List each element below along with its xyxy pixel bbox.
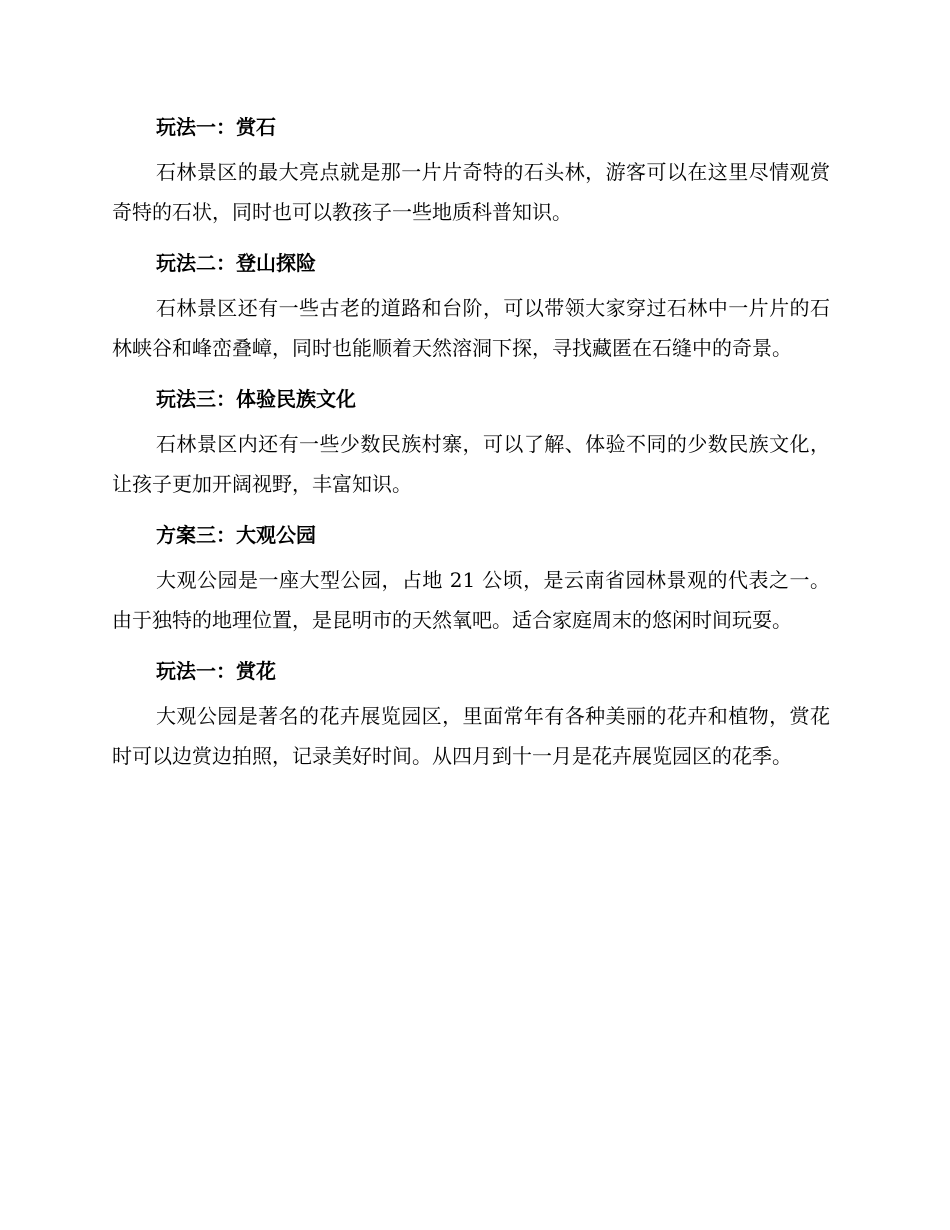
section-heading-1: 玩法一：赏石 [156, 115, 276, 139]
section-body-3: 石林景区内还有一些少数民族村寨，可以了解、体验不同的少数民族文化，让孩子更加开阔视野，丰富知识。 [112, 432, 830, 496]
document-page [112, 106, 830, 786]
section-body-2: 石林景区还有一些古老的道路和台阶，可以带领大家穿过石林中一片片的石林峡谷和峰峦叠嶂，同时也能顺着天然溶洞下探，寻找藏匿在石缝中的奇景。 [112, 296, 830, 360]
section-heading-5: 玩法一：赏花 [156, 659, 276, 683]
section-body-4: 大观公园是一座大型公园，占地 21 公顷，是云南省园林景观的代表之一。由于独特的地理位置，是昆明市的天然氧吧。适合家庭周末的悠闲时间玩耍。 [112, 568, 830, 632]
section-heading-2: 玩法二：登山探险 [156, 251, 316, 275]
section-body-1: 石林景区的最大亮点就是那一片片奇特的石头林，游客可以在这里尽情观赏奇特的石状，同时也可以教孩子一些地质科普知识。 [112, 160, 830, 224]
section-heading-3: 玩法三：体验民族文化 [156, 387, 356, 411]
section-heading-4: 方案三：大观公园 [156, 523, 316, 547]
section-body-5: 大观公园是著名的花卉展览园区，里面常年有各种美丽的花卉和植物，赏花时可以边赏边拍照，记录美好时间。从四月到十一月是花卉展览园区的花季。 [112, 704, 830, 768]
